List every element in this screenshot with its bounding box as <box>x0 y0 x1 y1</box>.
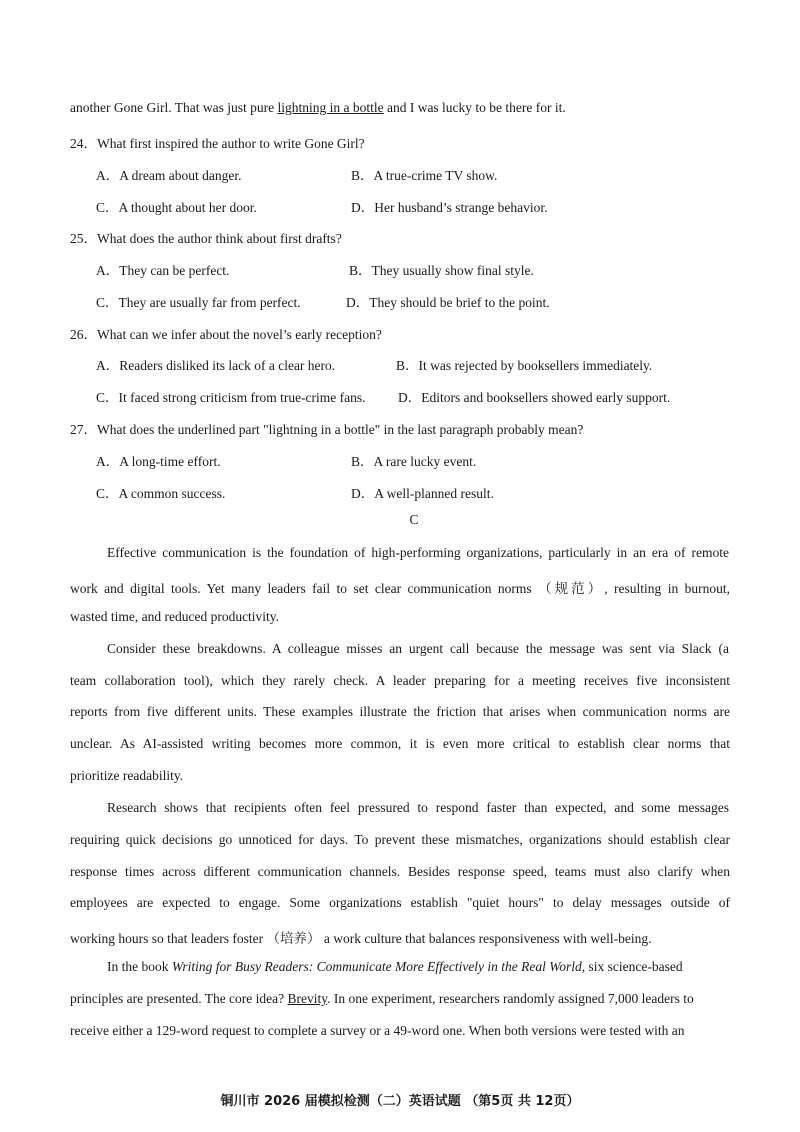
question-26: 26．What can we infer about the novel’s early reception? <box>70 327 382 342</box>
passage-closing-line: another Gone Girl. That was just pure lightning in a bottle and I was lucky to be there for it. <box>70 100 566 115</box>
paragraph-2-line-5: prioritize readability. <box>70 768 184 783</box>
book-title: Writing for Busy Readers: Communicate More Effectively in the Real World <box>171 959 582 974</box>
paragraph-3-line-4: employees are expected to engage. Some organizations establish "quiet hours" to delay messages outside of <box>70 895 730 910</box>
q26-option-a: A．Readers disliked its lack of a clear hero. <box>96 358 336 373</box>
paragraph-4-line-2: principles are presented. The core idea? Brevity. In one experiment, researchers randomly assigned 7,000 leaders to <box>70 991 694 1006</box>
q24-option-b: B．A true-crime TV show. <box>351 168 498 183</box>
paragraph-4-line-1: In the book Writing for Busy Readers: Communicate More Effectively in the Real World, six science-based <box>107 959 683 974</box>
q25-option-a: A．They can be perfect. <box>96 263 230 278</box>
paragraph-2-line-3: reports from five different units. These examples illustrate the friction that arises when communication norms are <box>70 704 730 719</box>
underlined-phrase: lightning in a bottle <box>277 100 384 115</box>
question-24: 24．What first inspired the author to write Gone Girl? <box>70 136 365 151</box>
page-footer: 铜川市 2026 届模拟检测（二）英语试题 （第5页 共 12页） <box>220 1094 580 1109</box>
paragraph-3-line-2: requiring quick decisions go unnoticed for days. To prevent these mismatches, organizations should establish clear <box>70 832 730 847</box>
q24-option-d: D．Her husband’s strange behavior. <box>351 200 548 215</box>
paragraph-3-line-5: working hours so that leaders foster （培养） a work culture that balances responsiveness with well-being. <box>70 931 652 946</box>
q24-option-a: A．A dream about danger. <box>96 168 242 183</box>
section-heading-c: C <box>409 512 419 527</box>
paragraph-3-line-1: Research shows that recipients often feel pressured to respond faster than expected, and some messages <box>107 800 729 815</box>
q26-option-b: B．It was rejected by booksellers immediately. <box>396 358 653 373</box>
q25-option-b: B．They usually show final style. <box>349 263 534 278</box>
paragraph-3-line-3: response times across different communication channels. Besides response speed, teams must also clarify when <box>70 864 730 879</box>
q26-option-d: D．Editors and booksellers showed early support. <box>398 390 671 405</box>
paragraph-2-line-4: unclear. As AI-assisted writing becomes more common, it is even more critical to establish clear norms that <box>70 736 730 751</box>
q27-option-c: C．A common success. <box>96 486 226 501</box>
q27-option-b: B．A rare lucky event. <box>351 454 477 469</box>
paragraph-1-line-3: wasted time, and reduced productivity. <box>70 609 280 624</box>
paragraph-2-line-2: team collaboration tool), which they rarely check. A leader preparing for a meeting receives five inconsistent <box>70 673 730 688</box>
question-25: 25．What does the author think about first drafts? <box>70 231 342 246</box>
underlined-word: Brevity <box>287 991 328 1006</box>
q26-option-c: C．It faced strong criticism from true-crime fans. <box>96 390 366 405</box>
q25-option-c: C．They are usually far from perfect. <box>96 295 301 310</box>
paragraph-1-line-1: Effective communication is the foundation of high-performing organizations, particularly in an era of remote <box>107 545 729 560</box>
q24-option-c: C．A thought about her door. <box>96 200 257 215</box>
paragraph-1-line-2: work and digital tools. Yet many leaders fail to set clear communication norms （规范）, resulting in burnout, <box>70 581 730 596</box>
q27-option-a: A．A long-time effort. <box>96 454 221 469</box>
paragraph-2-line-1: Consider these breakdowns. A colleague misses an urgent call because the message was sent via Slack (a <box>107 641 729 656</box>
question-27: 27．What does the underlined part "lightning in a bottle" in the last paragraph probably mean? <box>70 422 584 437</box>
q27-option-d: D．A well-planned result. <box>351 486 494 501</box>
q25-option-d: D．They should be brief to the point. <box>346 295 550 310</box>
paragraph-4-line-3: receive either a 129-word request to complete a survey or a 49-word one. When both versions were tested with an <box>70 1023 685 1038</box>
